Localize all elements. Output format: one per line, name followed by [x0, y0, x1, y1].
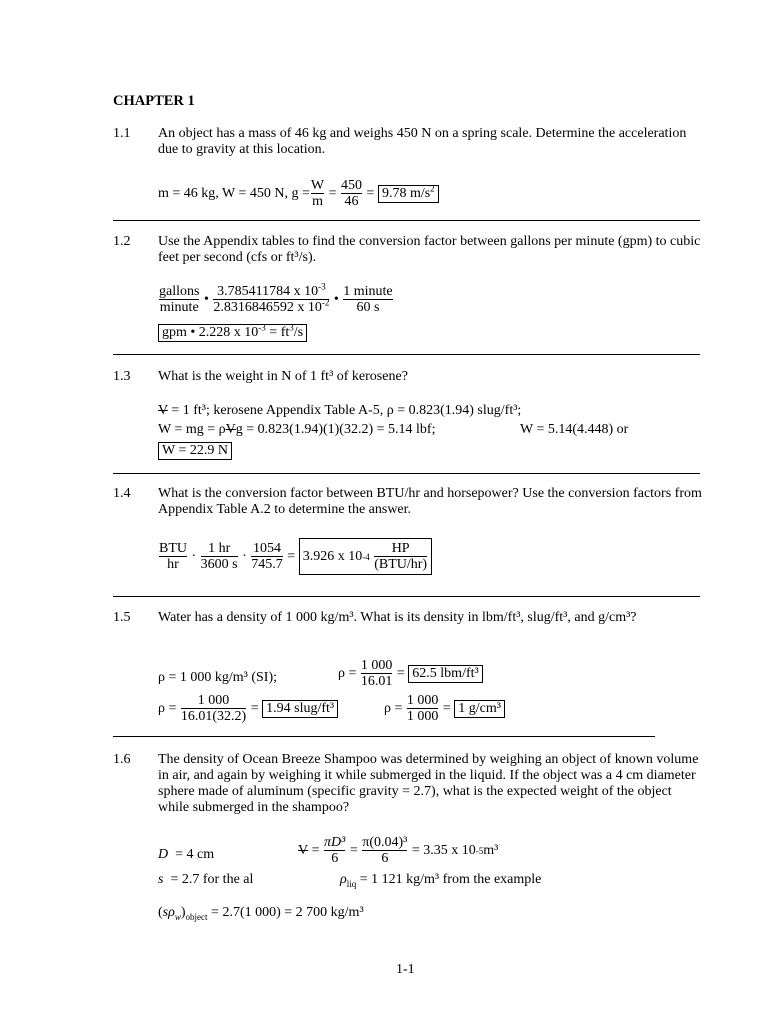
denominator: minute: [159, 300, 199, 315]
denominator: m: [312, 194, 323, 209]
answer-box-1-2: gpm • 2.228 x $10^{-3} = ft^3/s$: [158, 324, 307, 342]
problem-question: An object has a mass of 46 kg and weighs 450 N on a spring scale. Determine the acceleration due to gravity at this location.: [158, 126, 687, 157]
eq-line: ρ = 1 000 kg/m³ (SI);: [158, 670, 278, 685]
answer-box: 1.94 slug/ft³: [262, 700, 338, 718]
eq-line: V = 1 ft³; kerosene Appendix Table A-5, ρ = 0.823(1.94) slug/ft³;: [158, 403, 522, 418]
eq-line: W = 5.14(4.448) or: [520, 422, 629, 437]
numerator: 1 hr: [208, 541, 231, 556]
fraction: [159, 541, 187, 572]
divider: [113, 596, 700, 597]
divider: [113, 736, 655, 737]
numerator: W: [310, 178, 325, 193]
problem-number: 1.4: [113, 486, 131, 501]
denominator: 3600 s: [200, 557, 238, 572]
fraction: [201, 541, 238, 572]
problem-number: 1.5: [113, 610, 131, 625]
denominator: 745.7: [251, 557, 283, 572]
equation-slug: ρ = $\frac{1 000}{16.01(32.2)}$ = 1.94 slug/ft³: [158, 693, 338, 724]
divider: [113, 473, 700, 474]
problem-number: 1.1: [113, 126, 131, 141]
answer-box: 9.78 $m/s^2$: [378, 185, 439, 203]
denominator: 46: [341, 193, 362, 209]
fraction: [159, 284, 199, 315]
divider: [113, 354, 700, 355]
equation-1-2: $\frac{\text{gallons}}{\text{minute}}$ • $\frac{3.785411784 x 10^{-3}}{2.8316846592 x 10^{-2}}$ • $\frac{\text{1 minute}}{60 s}$: [159, 281, 393, 315]
answer-box: 1 g/cm³: [454, 700, 505, 718]
equation-volume: V = $\frac{\text{πD³}}{6}$ = $\frac{\text{π(0.04)³}}{6}$ = 3.35 x 10 -5 m³: [298, 835, 499, 866]
problem-question: Use the Appendix tables to find the conversion factor between gallons per minute (gpm) to cubic feet per second (cfs or ft³/s).: [158, 234, 701, 265]
eq-line: s = 2.7 for the al: [158, 872, 254, 887]
chapter-title: CHAPTER 1: [113, 93, 195, 109]
numerator: BTU: [159, 541, 187, 556]
eq-line: $\rho_{liq} = 1$ 121 kg/m³ from the example: [340, 872, 542, 889]
answer-box-1-3: W = 22.9 N: [158, 442, 232, 460]
answer-box: 62.5 lbm/ft³: [408, 665, 482, 683]
answer-text: 9.78 m/s: [381, 185, 431, 201]
denominator: hr: [159, 556, 187, 572]
equation-1-4: $\frac{\text{BTU}}{hr}$ · $\frac{1 hr}{3600 s}$ · $\frac{1054}{745.7}$ = 3.926 x 10 -4 $\frac{HP}{\text{(BTU/hr)}}$: [158, 538, 432, 575]
eq-line: D = 4 cm: [158, 847, 215, 862]
problem-question: The density of Ocean Breeze Shampoo was determined by weighing an object of known volume in air, and again by weighing it while submerged in the liquid. If the object was a 4 cm diameter sphere made of aluminum (specific gravity = 2.7), what is the expected weight of the object while submerged in the shampoo?: [158, 752, 699, 815]
problem-number: 1.3: [113, 369, 131, 384]
denominator: 2.8316846592 x $10^{-2}$: [213, 297, 330, 315]
denominator: 60 s: [343, 299, 392, 315]
problem-question: What is the conversion factor between BTU/hr and horsepower? Use the conversion factors from Appendix Table A.2 to determine the answer.: [158, 486, 702, 517]
page-number: 1-1: [396, 962, 415, 977]
equation-lbm: ρ = $\frac{1 000}{16.01}$ = 62.5 lbm/ft³: [338, 658, 483, 689]
fraction: [343, 284, 392, 315]
answer-box: 3.926 x 10 -4 $\frac{HP}{\text{(BTU/hr)}}$: [299, 538, 432, 575]
eq-text: m = 46 kg, W = 450 N, g =: [158, 185, 310, 201]
equation-gcm3: ρ = $\frac{1 000}{1 000}$ = 1 g/cm³: [384, 693, 505, 724]
problem-number: 1.2: [113, 234, 131, 249]
numerator: 1 minute: [343, 284, 393, 299]
eq-line: $(s\rho_w)_{object} = 2.7(1$ 000) = 2 700 kg/m³: [158, 905, 364, 922]
fraction: [251, 541, 283, 572]
problem-number: 1.6: [113, 752, 131, 767]
divider: [113, 220, 700, 221]
problem-question: What is the weight in N of 1 ft³ of kerosene?: [158, 369, 408, 384]
problem-question: Water has a density of 1 000 kg/m³. What is its density in lbm/ft³, slug/ft³, and g/cm³?: [158, 610, 637, 625]
equation-1-1: m = 46 kg, W = 450 N, g = $\frac{W}{m}$ = $\frac{450}{46}$ = 9.78 $m/s^2$: [158, 178, 439, 209]
eq-line: W = mg = ρVg = 0.823(1.94)(1)(32.2) = 5.14 lbf;: [158, 422, 436, 437]
numerator: gallons: [159, 284, 200, 299]
fraction: [311, 178, 324, 209]
fraction: [341, 178, 362, 209]
numerator: 1054: [253, 541, 282, 556]
numerator: 450: [341, 178, 363, 193]
numerator: 3.785411784 x $10^{-3}$: [217, 281, 326, 299]
